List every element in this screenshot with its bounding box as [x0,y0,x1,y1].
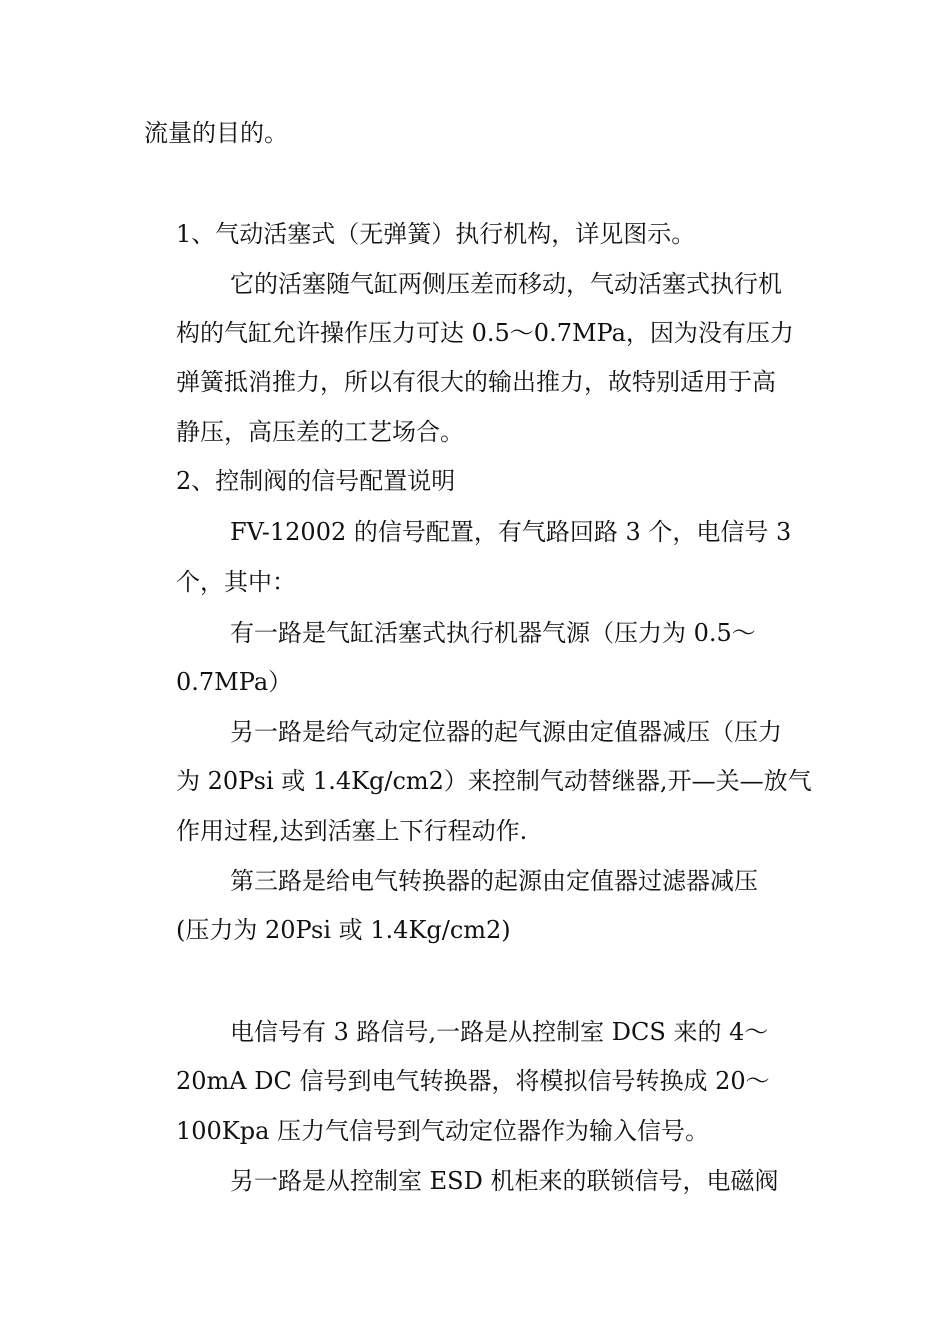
text-line: 弹簧抵消推力，所以有很大的输出推力，故特别适用于高 [176,368,776,396]
section-heading: 1、气动活塞式（无弹簧）执行机构，详见图示。 [176,220,696,248]
text-line: 电信号有 3 路信号,一路是从控制室 DCS 来的 4～ [230,1018,769,1046]
text-line: 有一路是气缸活塞式执行机器气源（压力为 0.5～ [230,619,756,647]
text-line: 为 20Psi 或 1.4Kg/cm2）来控制气动替继器,开—关—放气 [176,767,812,795]
text-line: 另一路是给气动定位器的起气源由定值器减压（压力 [230,718,782,746]
text-line: 另一路是从控制室 ESD 机柜来的联锁信号，电磁阀 [230,1167,779,1195]
text-line: (压力为 20Psi 或 1.4Kg/cm2) [176,916,511,944]
text-line: 作用过程,达到活塞上下行程动作. [176,817,528,845]
text-line: 流量的目的。 [144,119,288,147]
text-line: 0.7MPa） [176,668,293,696]
text-line: 静压，高压差的工艺场合。 [176,418,464,446]
text-line: 个，其中： [176,568,296,596]
text-line: 20mA DC 信号到电气转换器，将模拟信号转换成 20～ [176,1067,770,1095]
text-line: 第三路是给电气转换器的起源由定值器过滤器减压 [230,867,758,895]
text-line: 它的活塞随气缸两侧压差而移动，气动活塞式执行机 [230,270,782,298]
text-line: FV-12002 的信号配置，有气路回路 3 个，电信号 3 [230,518,792,546]
text-line: 100Kpa 压力气信号到气动定位器作为输入信号。 [176,1117,710,1145]
section-heading: 2、控制阀的信号配置说明 [176,467,456,495]
text-line: 构的气缸允许操作压力可达 0.5～0.7MPa，因为没有压力 [176,319,794,347]
